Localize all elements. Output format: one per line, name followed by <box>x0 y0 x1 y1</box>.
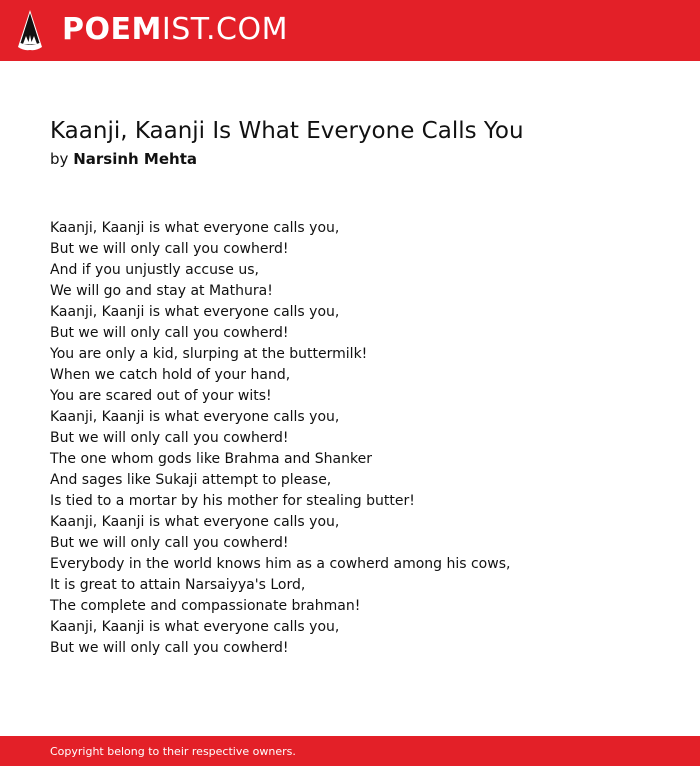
poem-line: You are scared out of your wits! <box>50 388 272 404</box>
poem-line: Kaanji, Kaanji is what everyone calls you, <box>50 304 340 320</box>
poem-line: Is tied to a mortar by his mother for stealing butter! <box>50 493 415 509</box>
poem-line: The one whom gods like Brahma and Shanker <box>50 451 372 467</box>
poem-line: You are only a kid, slurping at the buttermilk! <box>50 346 368 362</box>
poem-title: Kaanji, Kaanji Is What Everyone Calls You <box>50 118 524 144</box>
poem-line: But we will only call you cowherd! <box>50 430 289 446</box>
poem-line: We will go and stay at Mathura! <box>50 283 273 299</box>
pen-nib-icon[interactable] <box>17 9 43 51</box>
logo-text-light: IST.COM <box>161 12 288 47</box>
author-name: Narsinh Mehta <box>73 150 197 168</box>
site-footer <box>0 736 700 766</box>
site-logo[interactable] <box>62 13 288 47</box>
poem-line: Kaanji, Kaanji is what everyone calls you, <box>50 220 340 236</box>
poem-line: The complete and compassionate brahman! <box>50 598 361 614</box>
poem-line: Kaanji, Kaanji is what everyone calls you, <box>50 619 340 635</box>
poem-body <box>50 218 510 659</box>
poem-line: It is great to attain Narsaiyya's Lord, <box>50 577 306 593</box>
poem-line: Kaanji, Kaanji is what everyone calls you, <box>50 409 340 425</box>
poem-line: And if you unjustly accuse us, <box>50 262 259 278</box>
poem-line: Everybody in the world knows him as a cowherd among his cows, <box>50 556 511 572</box>
poem-byline <box>50 148 197 170</box>
logo-text-bold: POEM <box>62 12 162 47</box>
poem-line: When we catch hold of your hand, <box>50 367 291 383</box>
poem-line: But we will only call you cowherd! <box>50 241 289 257</box>
site-header <box>0 0 700 61</box>
poem-line: But we will only call you cowherd! <box>50 325 289 341</box>
poem-line: But we will only call you cowherd! <box>50 535 289 551</box>
copyright-notice: Copyright belong to their respective owners. <box>50 745 296 758</box>
poem-line: And sages like Sukaji attempt to please, <box>50 472 332 488</box>
poem-line: But we will only call you cowherd! <box>50 640 289 656</box>
by-label: by <box>50 150 69 168</box>
poem-line: Kaanji, Kaanji is what everyone calls you, <box>50 514 340 530</box>
